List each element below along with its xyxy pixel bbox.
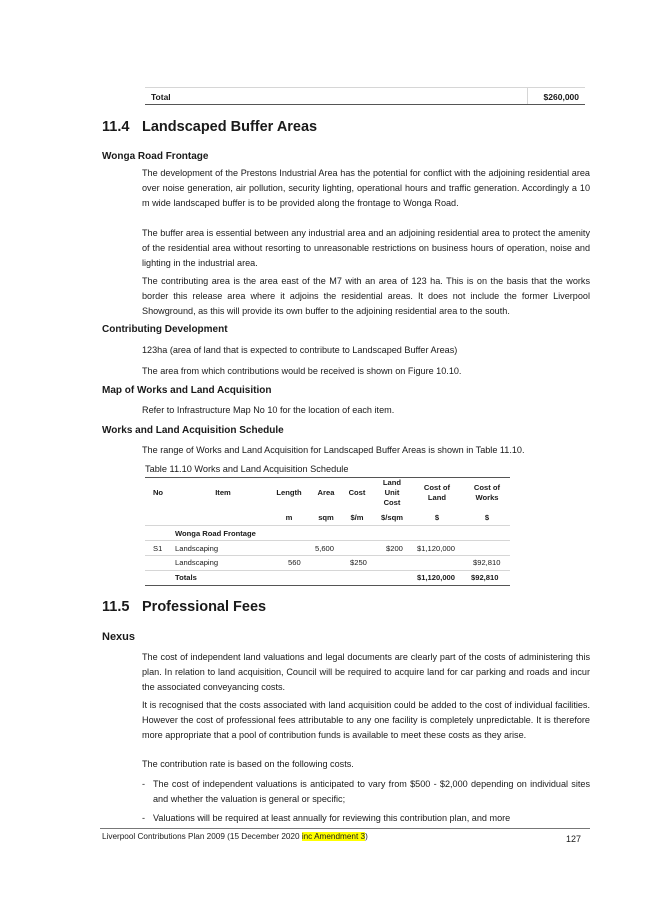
previous-table-total-row: [145, 87, 585, 105]
nexus-heading: Nexus: [102, 631, 136, 643]
unit-cost: $/m: [350, 513, 364, 522]
bullet-item: - The cost of independent valuations is anticipated to vary from $500 - $2,000 depending on individual sites and whether the valuation is general or specific;: [142, 779, 590, 804]
cell-area: 5,600: [315, 544, 335, 553]
column-header-land-unit-cost: Land Unit Cost: [382, 478, 402, 507]
column-header-cost-of-works: Cost of Works: [473, 483, 501, 502]
paragraph: It is recognised that the costs associated with land acquisition could be added to the cost of individual facilities. However the cost of professional fees attributable to any one facility is completely unpredictable. It is therefore more appropriate that a pool of contribution funds is available to meet these costs as they arise.: [142, 700, 590, 740]
paragraph: The development of the Prestons Industrial Area has the potential for conflict with the adjoining residential area over noise generation, air pollution, security lighting, operational hours and traffic generation. Accordingly a 10 m wide landscaped buffer is to be provided along the frontage to Wonga Road.: [142, 168, 590, 208]
paragraph: The buffer area is essential between any industrial area and an adjoining residential area to protect the amenity of the residential area without resorting to unreasonable restrictions on business hours of operation, noise and lighting in the industrial area.: [142, 228, 590, 268]
paragraph: The contributing area is the area east of the M7 with an area of 123 ha. This is on the basis that the works border this release area where it adjoins the residential areas. It does not include the former Liverpool Showground, as this will provide its own buffer to the adjoining residential area to the south.: [142, 276, 590, 316]
column-header-cost: Cost: [348, 488, 366, 497]
column-header-cost-of-land: Cost of Land: [423, 483, 451, 502]
paragraph: Refer to Infrastructure Map No 10 for the location of each item.: [142, 405, 395, 415]
paragraph: The cost of independent land valuations and legal documents are clearly part of the costs of administering this plan. In relation to land acquisition, Council will be required to acquire land for car parking and roads and incur the associated conveyancing costs.: [142, 652, 590, 692]
cell-cost: $250: [350, 558, 367, 567]
cell-cost-of-works: $92,810: [473, 558, 501, 567]
cell-land-unit-cost: $200: [386, 544, 403, 553]
cell-item: Landscaping: [175, 558, 219, 567]
unit-cost-of-land: $: [434, 513, 440, 522]
column-header-length: Length: [276, 488, 302, 497]
contributing-development-heading: Contributing Development: [102, 324, 228, 335]
column-header-no: No: [152, 488, 164, 497]
wonga-road-frontage-heading: Wonga Road Frontage: [102, 151, 209, 162]
totals-cost-of-land: $1,120,000: [417, 573, 456, 582]
page-number: 127: [566, 834, 582, 844]
paragraph: The contribution rate is based on the following costs.: [142, 759, 354, 769]
section-11-5-heading: 11.5 Professional Fees: [102, 599, 267, 615]
works-schedule-heading: Works and Land Acquisition Schedule: [102, 425, 284, 436]
group-label: Wonga Road Frontage: [175, 529, 256, 538]
amendment-highlight: inc Amendment 3: [301, 832, 366, 841]
total-value: $260,000: [543, 92, 579, 102]
unit-area: sqm: [318, 513, 334, 522]
column-header-item: Item: [215, 488, 231, 497]
paragraph: The range of Works and Land Acquisition for Landscaped Buffer Areas is shown in Table 11.10.: [142, 445, 525, 455]
cell-item: Landscaping: [175, 544, 219, 553]
unit-cost-of-works: $: [484, 513, 490, 522]
bullet-item: - Valuations will be required at least annually for reviewing this contribution plan, and more: [142, 813, 511, 823]
unit-land-unit-cost: $/sqm: [381, 513, 403, 522]
paragraph: 123ha (area of land that is expected to contribute to Landscaped Buffer Areas): [142, 345, 458, 355]
section-11-4-heading: 11.4 Landscaped Buffer Areas: [102, 119, 318, 135]
totals-cost-of-works: $92,810: [471, 573, 499, 582]
column-header-area: Area: [317, 488, 335, 497]
cell-cost-of-land: $1,120,000: [417, 544, 456, 553]
total-label: Total: [151, 92, 171, 102]
page-footer: Liverpool Contributions Plan 2009 (15 December 2020 inc Amendment 3): [102, 832, 368, 841]
paragraph: The area from which contributions would be received is shown on Figure 10.10.: [142, 366, 462, 376]
table-caption: Table 11.10 Works and Land Acquisition Schedule: [145, 464, 349, 474]
cell-no: S1: [153, 544, 163, 553]
totals-label: Totals: [175, 573, 197, 582]
unit-length: m: [285, 513, 293, 522]
cell-length: 560: [288, 558, 301, 567]
map-of-works-heading: Map of Works and Land Acquisition: [102, 385, 272, 396]
